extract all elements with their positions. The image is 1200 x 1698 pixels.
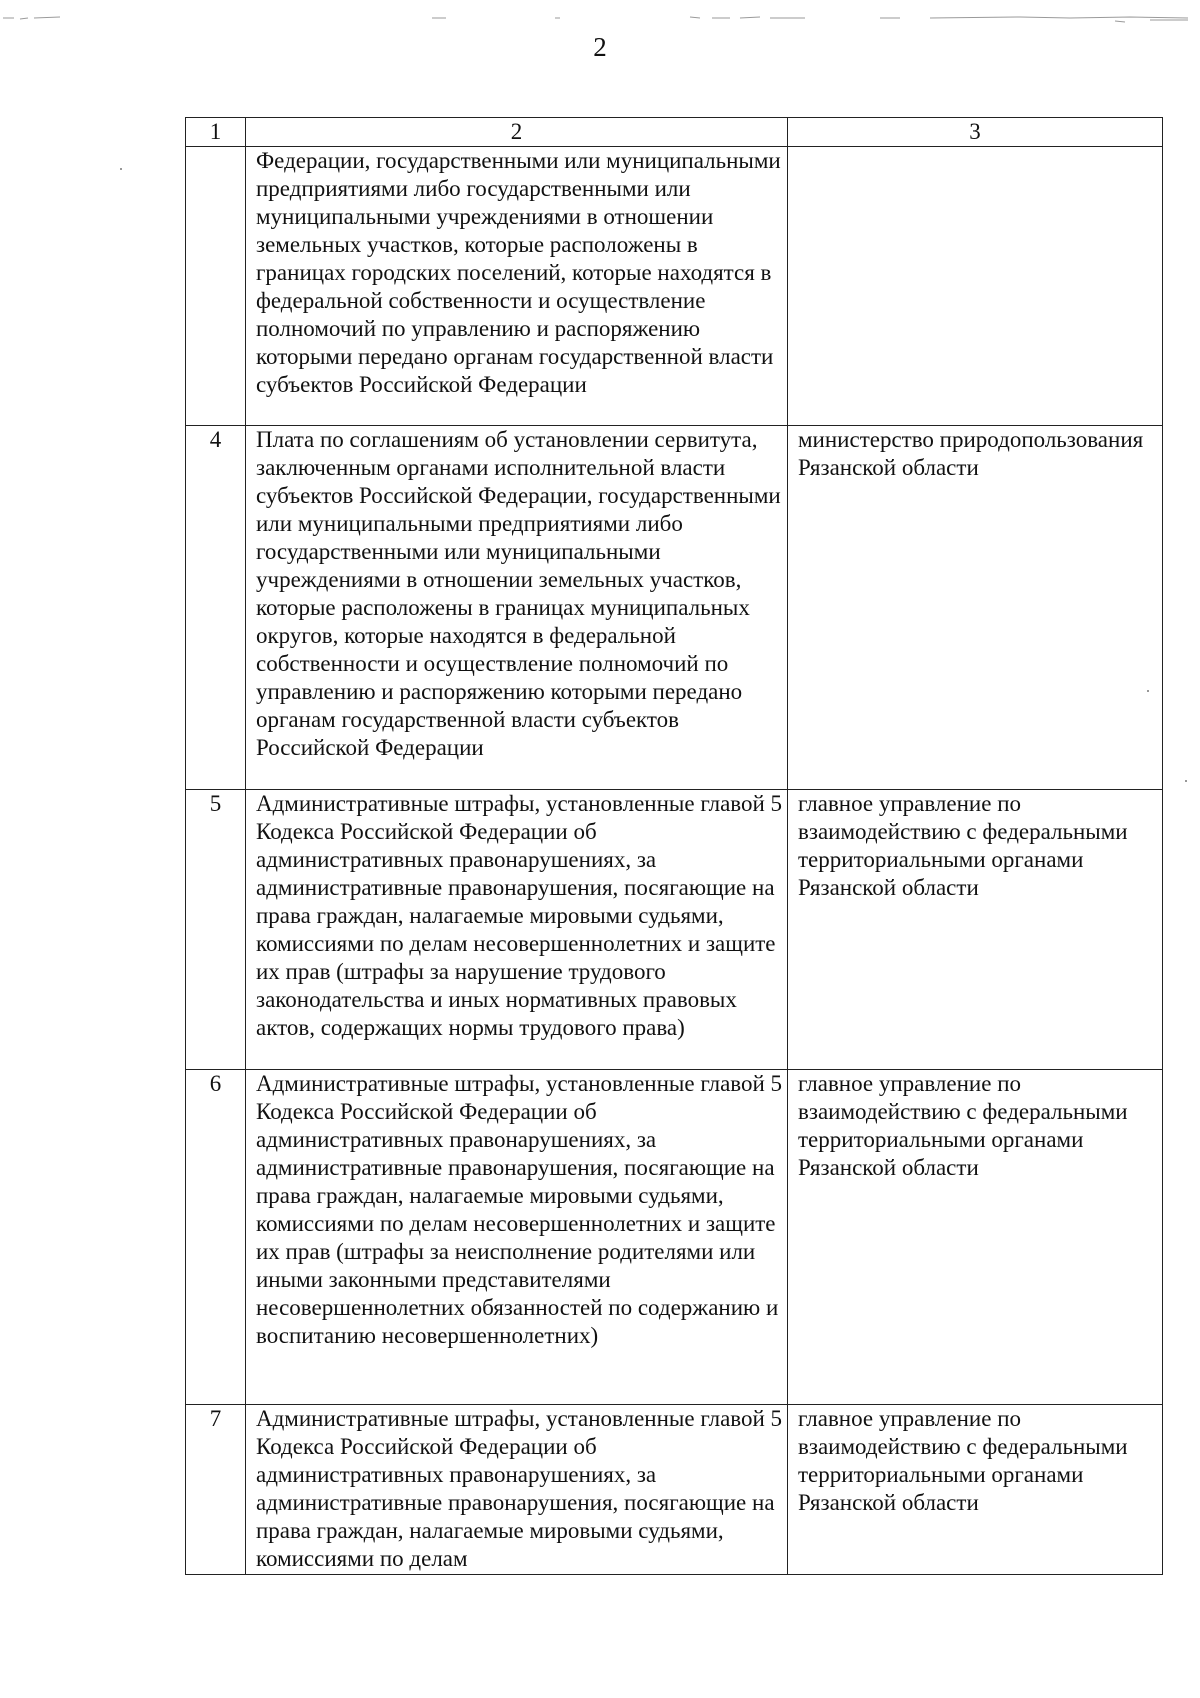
column-header-organization: 3 xyxy=(788,118,1163,147)
row-organization: главное управление по взаимодействию с федеральными территориальными органами Рязанской области xyxy=(788,1405,1163,1575)
row-number: 7 xyxy=(186,1405,246,1575)
row-number: 6 xyxy=(186,1070,246,1405)
row-organization: главное управление по взаимодействию с федеральными территориальными органами Рязанской области xyxy=(788,790,1163,1070)
row-description: Административные штрафы, установленные главой 5 Кодекса Российской Федерации об административных правонарушениях, за административные правонарушения, посягающие на права граждан, налагаемые мировыми судьями, комиссиями по делам несовершеннолетних и защите их прав (штрафы за нарушение трудового законодательства и иных нормативных правовых актов, содержащих нормы трудового права) xyxy=(246,790,788,1070)
row-description: Федерации, государственными или муниципальными предприятиями либо государственными или муниципальными учреждениями в отношении земельных участков, которые расположены в границах городских поселений, которые находятся в федеральной собственности и осуществление полномочий по управлению и распоряжению которыми передано органам государственной власти субъектов Российской Федерации xyxy=(246,147,788,426)
row-description: Административные штрафы, установленные главой 5 Кодекса Российской Федерации об административных правонарушениях, за административные правонарушения, посягающие на права граждан, налагаемые мировыми судьями, комиссиями по делам несовершеннолетних и защите их прав (штрафы за неисполнение родителями или иными законными представителями несовершеннолетних обязанностей по содержанию и воспитанию несовершеннолетних) xyxy=(246,1070,788,1405)
row-organization xyxy=(788,147,1163,426)
row-organization: главное управление по взаимодействию с федеральными территориальными органами Рязанской области xyxy=(788,1070,1163,1405)
row-number xyxy=(186,147,246,426)
scan-speck xyxy=(1147,690,1149,692)
table-row xyxy=(186,147,1163,426)
row-description: Плата по соглашениям об установлении сервитута, заключенным органами исполнительной власти субъектов Российской Федерации, государственными или муниципальными предприятиями либо государственными или муниципальными учреждениями в отношении земельных участков, которые расположены в границах муниципальных округов, которые находятся в федеральной собственности и осуществление полномочий по управлению и распоряжению которыми передано органам государственной власти субъектов Российской Федерации xyxy=(246,426,788,790)
table-row xyxy=(186,1070,1163,1405)
document-table xyxy=(185,117,1163,1575)
scan-artifact-line xyxy=(0,14,1200,24)
row-description: Административные штрафы, установленные главой 5 Кодекса Российской Федерации об административных правонарушениях, за административные правонарушения, посягающие на права граждан, налагаемые мировыми судьями, комиссиями по делам xyxy=(246,1405,788,1575)
table-row xyxy=(186,790,1163,1070)
column-header-description: 2 xyxy=(246,118,788,147)
row-organization: министерство природопользования Рязанской области xyxy=(788,426,1163,790)
scan-speck xyxy=(1185,780,1187,782)
scan-speck xyxy=(120,168,122,170)
table-header-row xyxy=(186,118,1163,147)
page-number: 2 xyxy=(593,32,607,62)
table-row xyxy=(186,1405,1163,1575)
row-number: 5 xyxy=(186,790,246,1070)
table-row xyxy=(186,426,1163,790)
row-number: 4 xyxy=(186,426,246,790)
column-header-number: 1 xyxy=(186,118,246,147)
